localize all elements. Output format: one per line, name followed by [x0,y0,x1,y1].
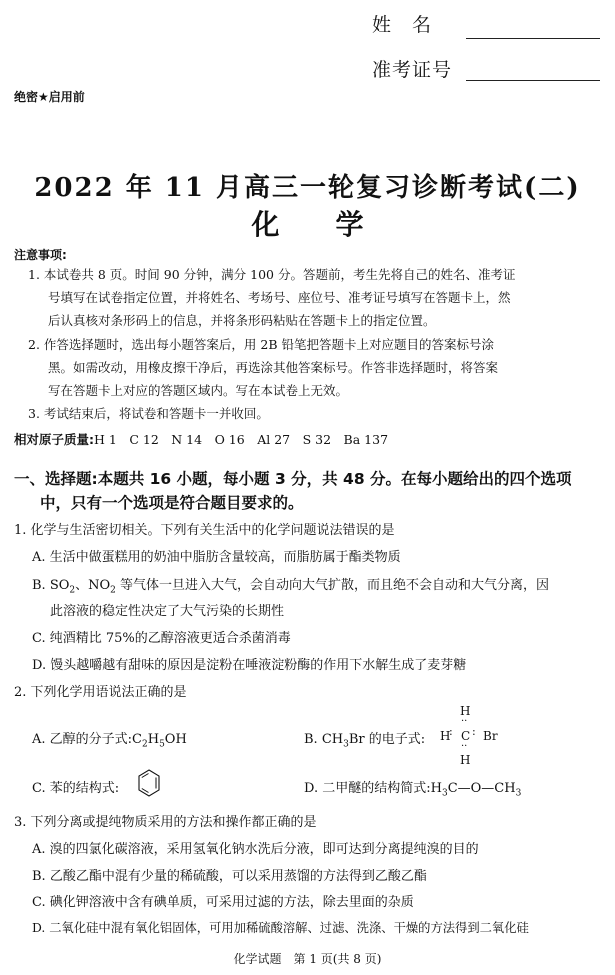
lewis-dot-pair: : [472,725,476,738]
q1-option-c: C. 纯酒精比 75%的乙醇溶液更适合杀菌消毒 [32,631,291,646]
q1-option-b-cont: 此溶液的稳定性决定了大气污染的长期性 [50,604,285,619]
q1-option-b: B. $SO_2$、$NO_2$ 等气体一旦进入大气，会自动向大气扩散，而且绝不会自动和大气分离，因 [32,578,550,596]
q3-option-a: A. 溴的四氯化碳溶液，采用氢氧化钠水洗后分液，即可达到分离提纯溴的目的 [32,842,479,857]
lewis-h-left: H [440,729,451,743]
lewis-br: Br [483,729,498,743]
page-footer: 化学试题 第 1 页(共 8 页) [233,952,382,966]
q2-stem: 2. 下列化学用语说法正确的是 [14,685,187,700]
benzene-ring-icon [137,768,161,798]
note-line: 后认真核对条形码上的信息，并将条形码粘贴在答题卡上的指定位置。 [48,313,436,328]
lewis-dot-pair: ·· [461,741,468,752]
name-label: 姓 名 [372,14,433,36]
note-line: 2. 作答选择题时，选出每小题答案后，用 2B 铅笔把答题卡上对应题目的答案标号涂 [28,337,494,352]
lewis-h-top: H [460,704,471,718]
secret-label: 绝密★启用前 [14,90,85,104]
atomic-masses-label: 相对原子质量: [14,432,94,447]
note-line: 号填写在试卷指定位置，并将姓名、考场号、座位号、准考证号填写在答题卡上，然 [48,290,511,305]
note-line: 写在答题卡上对应的答题区域内。写在本试卷上无效。 [48,383,349,398]
subject-title: 化 学 [251,208,364,241]
name-field[interactable] [466,38,600,39]
note-line: 黑。如需改动，用橡皮擦干净后，再选涂其他答案标号。作答非选择题时，将答案 [48,360,499,375]
q3-option-d: D. 二氧化硅中混有氧化铝固体，可用加稀硫酸溶解、过滤、洗涤、干燥的方法得到二氧化硅 [32,921,529,935]
section-heading-cont: 中，只有一个选项是符合题目要求的。 [40,494,304,512]
q2-option-a: A. 乙醇的分子式$:C_2H_5OH$ [32,732,187,750]
lewis-dot-pair: : [449,725,453,738]
exam-number-label: 准考证号 [372,59,453,81]
exam-title: 2022 年 11 月高三一轮复习诊断考试(二) [34,173,581,203]
q1-stem: 1. 化学与生活密切相关。下列有关生活中的化学问题说法错误的是 [14,523,395,538]
q2-option-d: D. 二甲醚的结构简式$:H_3C—O—CH_3$ [304,781,522,799]
lewis-dot-pair: ·· [461,716,468,727]
q3-option-c: C. 碘化钾溶液中含有碘单质，可采用过滤的方法，除去里面的杂质 [32,895,414,910]
note-line: 1. 本试卷共 8 页。时间 90 分钟，满分 100 分。答题前，考生先将自己的姓名、准考证 [28,267,516,282]
q2-option-c: C. 苯的结构式: [32,781,120,796]
atomic-masses [14,430,388,448]
q1-option-a: A. 生活中做蛋糕用的奶油中脂肪含量较高，而脂肪属于酯类物质 [32,550,401,565]
q2-option-b: B. $CH_3Br$ 的电子式: [304,732,426,750]
atomic-masses-values: H 1 C 12 N 14 O 16 Al 27 S 32 Ba 137 [94,432,389,447]
q1-option-d: D. 馒头越嚼越有甜味的原因是淀粉在唾液淀粉酶的作用下水解生成了麦芽糖 [32,658,467,673]
notes-heading: 注意事项: [14,248,67,262]
q3-option-b: B. 乙酸乙酯中混有少量的稀硫酸，可以采用蒸馏的方法得到乙酸乙酯 [32,869,427,884]
note-line: 3. 考试结束后，将试卷和答题卡一并收回。 [28,406,269,421]
q3-stem: 3. 下列分离或提纯物质采用的方法和操作都正确的是 [14,815,317,830]
lewis-h-bottom: H [460,753,471,767]
exam-number-field[interactable] [466,80,600,81]
section-heading: 一、选择题:本题共 16 小题，每小题 3 分，共 48 分。在每小题给出的四个选项 [14,470,572,488]
lewis-c: C [461,729,471,743]
